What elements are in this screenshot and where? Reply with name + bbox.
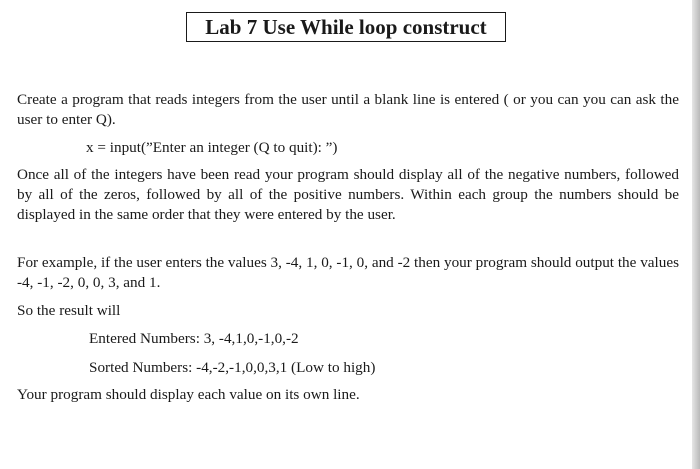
intro-paragraph: Create a program that reads integers from the user until a blank line is entered ( or you can you can ask the user to enter Q). xyxy=(17,91,679,128)
result-intro: So the result will xyxy=(17,302,121,319)
closing-paragraph: Your program should display each value on its own line. xyxy=(17,386,360,403)
page-edge-shadow xyxy=(692,0,700,469)
sorted-numbers: Sorted Numbers: -4,-2,-1,0,0,3,1 (Low to high) xyxy=(89,359,376,376)
example-paragraph: For example, if the user enters the values 3, -4, 1, 0, -1, 0, and -2 then your program should output the values -4, -1, -2, 0, 0, 3, and 1. xyxy=(17,254,679,291)
code-line: x = input(”Enter an integer (Q to quit): ”) xyxy=(86,139,338,156)
entered-numbers: Entered Numbers: 3, -4,1,0,-1,0,-2 xyxy=(89,330,299,347)
page-title: Lab 7 Use While loop construct xyxy=(186,12,506,42)
description-paragraph: Once all of the integers have been read your program should display all of the negative numbers, followed by all of the zeros, followed by all of the positive numbers. Within each group the numbers should be displayed in the same order that they were entered by the user. xyxy=(17,166,679,223)
